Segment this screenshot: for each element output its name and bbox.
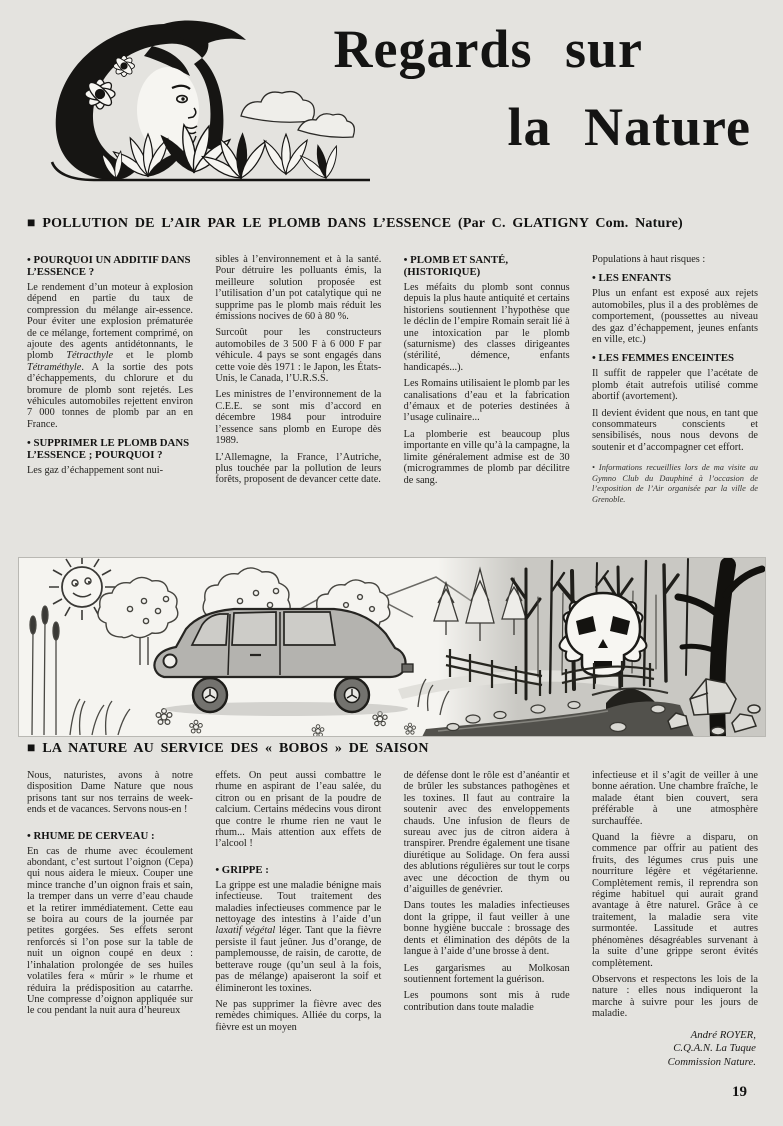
article1-col4 [592,254,758,511]
text-italic: Tétraméthyle [27,361,82,373]
article1-col1 [27,254,193,511]
article1-title: ■ POLLUTION DE L’AIR PAR LE PLOMB DANS L’ESSENCE (Par C. GLATIGNY Com. Nature) [27,216,683,231]
paragraph: Les Romains utilisaient le plomb par les canalisations d’eau et la fabrication d’émaux et de poteries destinées à l’usage culinaire... [403,378,570,424]
paragraph: Dans toutes les maladies infectieuses dont la grippe, il faut veiller à une bonne hygiène buccale : brossage des dents et élimination des dépôts de la langue à l’aide d’une brosse à dent. [403,900,570,958]
column-heading: • LES FEMMES ENCEINTES [591,352,735,365]
text-italic: Tétracthyle [66,350,114,362]
article1-col2 [215,254,381,511]
paragraph [215,880,381,994]
signature-line: Commission Nature. [667,1055,756,1068]
paragraph: Les gaz d’échappement sont nui- [27,465,164,477]
page-number: 19 [732,1084,747,1100]
paragraph: Il devient évident que nous, en tant que consommateurs conscients et sensibilisés, nous nous devons de soutenir et d’accompagner cet effort. [591,407,758,453]
page-title-line2: la Nature [507,97,751,157]
nature-pollution-scene [18,557,766,737]
column-heading: • PLOMB ET SANTÉ, (HISTORIQUE) [403,254,509,278]
article1-col3 [404,254,570,511]
paragraph: Les ministres de l’environnement de la C.E.E. se sont mis d’accord en décembre 1984 pour introduire l’essence sans plomb en Europe dès 1989. [215,389,382,447]
paragraph: La plomberie est beaucoup plus importante en ville qu’à la campagne, la limite généralement admise est de 30 (microgrammes de plomb par décilitre de sang. [403,428,570,486]
clouds-icon [241,92,354,138]
paragraph: Nous, naturistes, avons à notre disposition Dame Nature que nous prisons tant sur nos terrains de week-ends et de vacances. Servons nous-en ! [27,770,193,816]
signature-line: C.Q.A.N. La Tuque [673,1042,756,1055]
paragraph [27,282,193,430]
signature-line: André ROYER, [690,1028,756,1041]
page-title-line1: Regards sur [333,19,643,79]
paragraph: de défense dont le rôle est d’anéantir et de brûler les substances pathogènes et les toxines. Il faut au contraire la soutenir avec des enveloppements chauds. Une infusion de fleurs de sureau avec jus de citron aidera à transpirer. Prendre également une tisane diurétique au Solidage. On fera aussi des ablutions régulières sur tout le corps avec une décoction de thym ou d’aiguilles de genévrier. [403,770,570,896]
column-heading: • POURQUOI UN ADDITIF DANS L’ESSENCE ? [27,254,191,278]
paragraph: Populations à haut risques : [591,254,706,265]
paragraph: En cas de rhume avec écoulement abondant, c’est surtout l’oignon (Cepa) qui nous aidera le mieux. Couper une mince tranche d’un oignon frais et sain, la tremper dans un verre d’eau chaude et la retirer immédiatement. Cette eau se boira au cours de la journée par petites gorgées. Ses effets seront renforcés si l’on pose sur la table de nuit un oignon coupé en deux : l’inhalation prolongée de ses huiles volatiles fera « mûrir » le rhume et réduira la prédisposition au catarrhe. Une compresse d’oignon appliquée sur le cou pendant la nuit aura d’heureux [27,845,193,1017]
article2-col3 [404,770,570,1069]
paragraph: Observons et respectons les lois de la nature : elles nous indiqueront la marche à suivre pour les jours de maladie. [591,973,758,1020]
text: La grippe est une maladie bénigne mais infectieuse. Tout traitement des maladies infectieuses commence par le nettoyage des intestins à l’aide d’un [215,879,382,926]
footnote: • Informations recueillies lors de ma visite au Gymno Club du Dauphiné à l’occasion de l’exposition de l’Air organisée par la ville de Grenoble. [591,463,758,505]
text: et le plomb [113,350,193,362]
column-heading: • LES ENFANTS [591,272,672,285]
paragraph: Surcoût pour les constructeurs automobiles de 3 500 F à 6 000 F par véhicule. 4 pays se sont engagés dans cette voie dès 1971 : le Japon, les États-Unis, le Canada, l’U.R.S.S. [215,327,382,385]
main-illustration [18,557,766,737]
column-heading: • SUPPRIMER LE PLOMB DANS L’ESSENCE ; POURQUOI ? [27,437,190,462]
article2-col2 [215,770,381,1069]
paragraph: Il suffit de rappeler que l’acétate de plomb était autrefois utilisé comme abortif (avortement). [591,368,758,403]
text: . A la sortie des pots d’échappements, du chlorure et du bromure de plomb sont rejetés. Les véhicules automobiles rejettent environ 7 000 tonnes de plomb par an en France. [27,361,193,430]
article2-col4 [592,770,758,1069]
paragraph: Plus un enfant est exposé aux rejets automobiles, plus il a des problèmes de comportement, (poussettes au niveau des gaz d’échappement, jeunes enfants en ville, etc.) [591,288,758,346]
article2-title: ■ LA NATURE AU SERVICE DES « BOBOS » DE SAISON [27,741,429,756]
text: Le rendement d’un moteur à explosion dépend en partie du taux de compression du mélange air-essence. Pour éviter une explosion prématurée de ce mélange, fortement comprimé, on ajoute des agents antidétonnants, le plomb [27,282,193,362]
paragraph: Les méfaits du plomb sont connus depuis la plus haute antiquité et certains historiens soutiennent l’hypothèse que le déclin de l’empire Romain serait lié à une intoxication par le plomb (saturnisme) des classes dirigeantes (stérilité, démence, enfants handicapés...). [403,282,570,373]
column-heading: • GRIPPE : [215,863,269,876]
paragraph: Ne pas supprimer la fièvre avec des remèdes chimiques. Alliée du corps, la fièvre est un moyen [215,998,382,1033]
paragraph: Les poumons sont mis à rude contribution dans toute maladie [403,990,570,1013]
paragraph: infectieuse et il s’agit de veiller à une bonne aération. Une chambre fraîche, le malade étant bien couvert, sera préférable à une atmosphère surchauffée. [591,770,758,827]
article2-col1 [27,770,193,1069]
text: léger. Tant que la fièvre persiste il faut jeûner. Jus d’orange, de pamplemousse, de raisin, de carotte, de betterave rouge (qu’un seul à la fois, pas de mélange) apaiseront la soif et élimineront les toxines. [215,925,382,994]
article1-columns [27,254,758,511]
text-italic: laxatif végétal [215,925,276,937]
paragraph: effets. On peut aussi combattre le rhume en aspirant de l’eau salée, du citron ou en prisant de la poudre de calcium. Certains médecins vous diront que contre le rhume rien ne vaut le rhum... Mais attention aux effets de l’alcool ! [215,770,382,850]
article2-columns [27,770,758,1069]
paragraph: Quand la fièvre a disparu, on commence par offrir au patient des fruits, des légumes crus puis une nourriture légère et végétarienne. Complètement remis, il reprendra son régime habituel qui aurait grand avantage à être naturel. Grâce à ce traitement, la maladie sera vite surmontée. Lassitude et autres phénomènes désagréables survenant à la suite d’une grippe seront évités complètement. [591,832,758,969]
paragraph: sibles à l’environnement et à la santé. Pour détruire les polluants émis, la meilleure solution proposée est l’utilisation d’un pot catalytique qui ne supprime pas le plomb mais réduit les émissions nocives de 60 à 80 %. [215,254,382,323]
paragraph: Les gargarismes au Molkosan soutiennent fortement la guérison. [403,962,570,985]
paragraph: L’Allemagne, la France, l’Autriche, plus touchée par la pollution de leurs forêts, proposent de devancer cette date. [215,451,382,486]
column-heading: • RHUME DE CERVEAU : [27,829,155,842]
author-signature [592,1029,758,1070]
